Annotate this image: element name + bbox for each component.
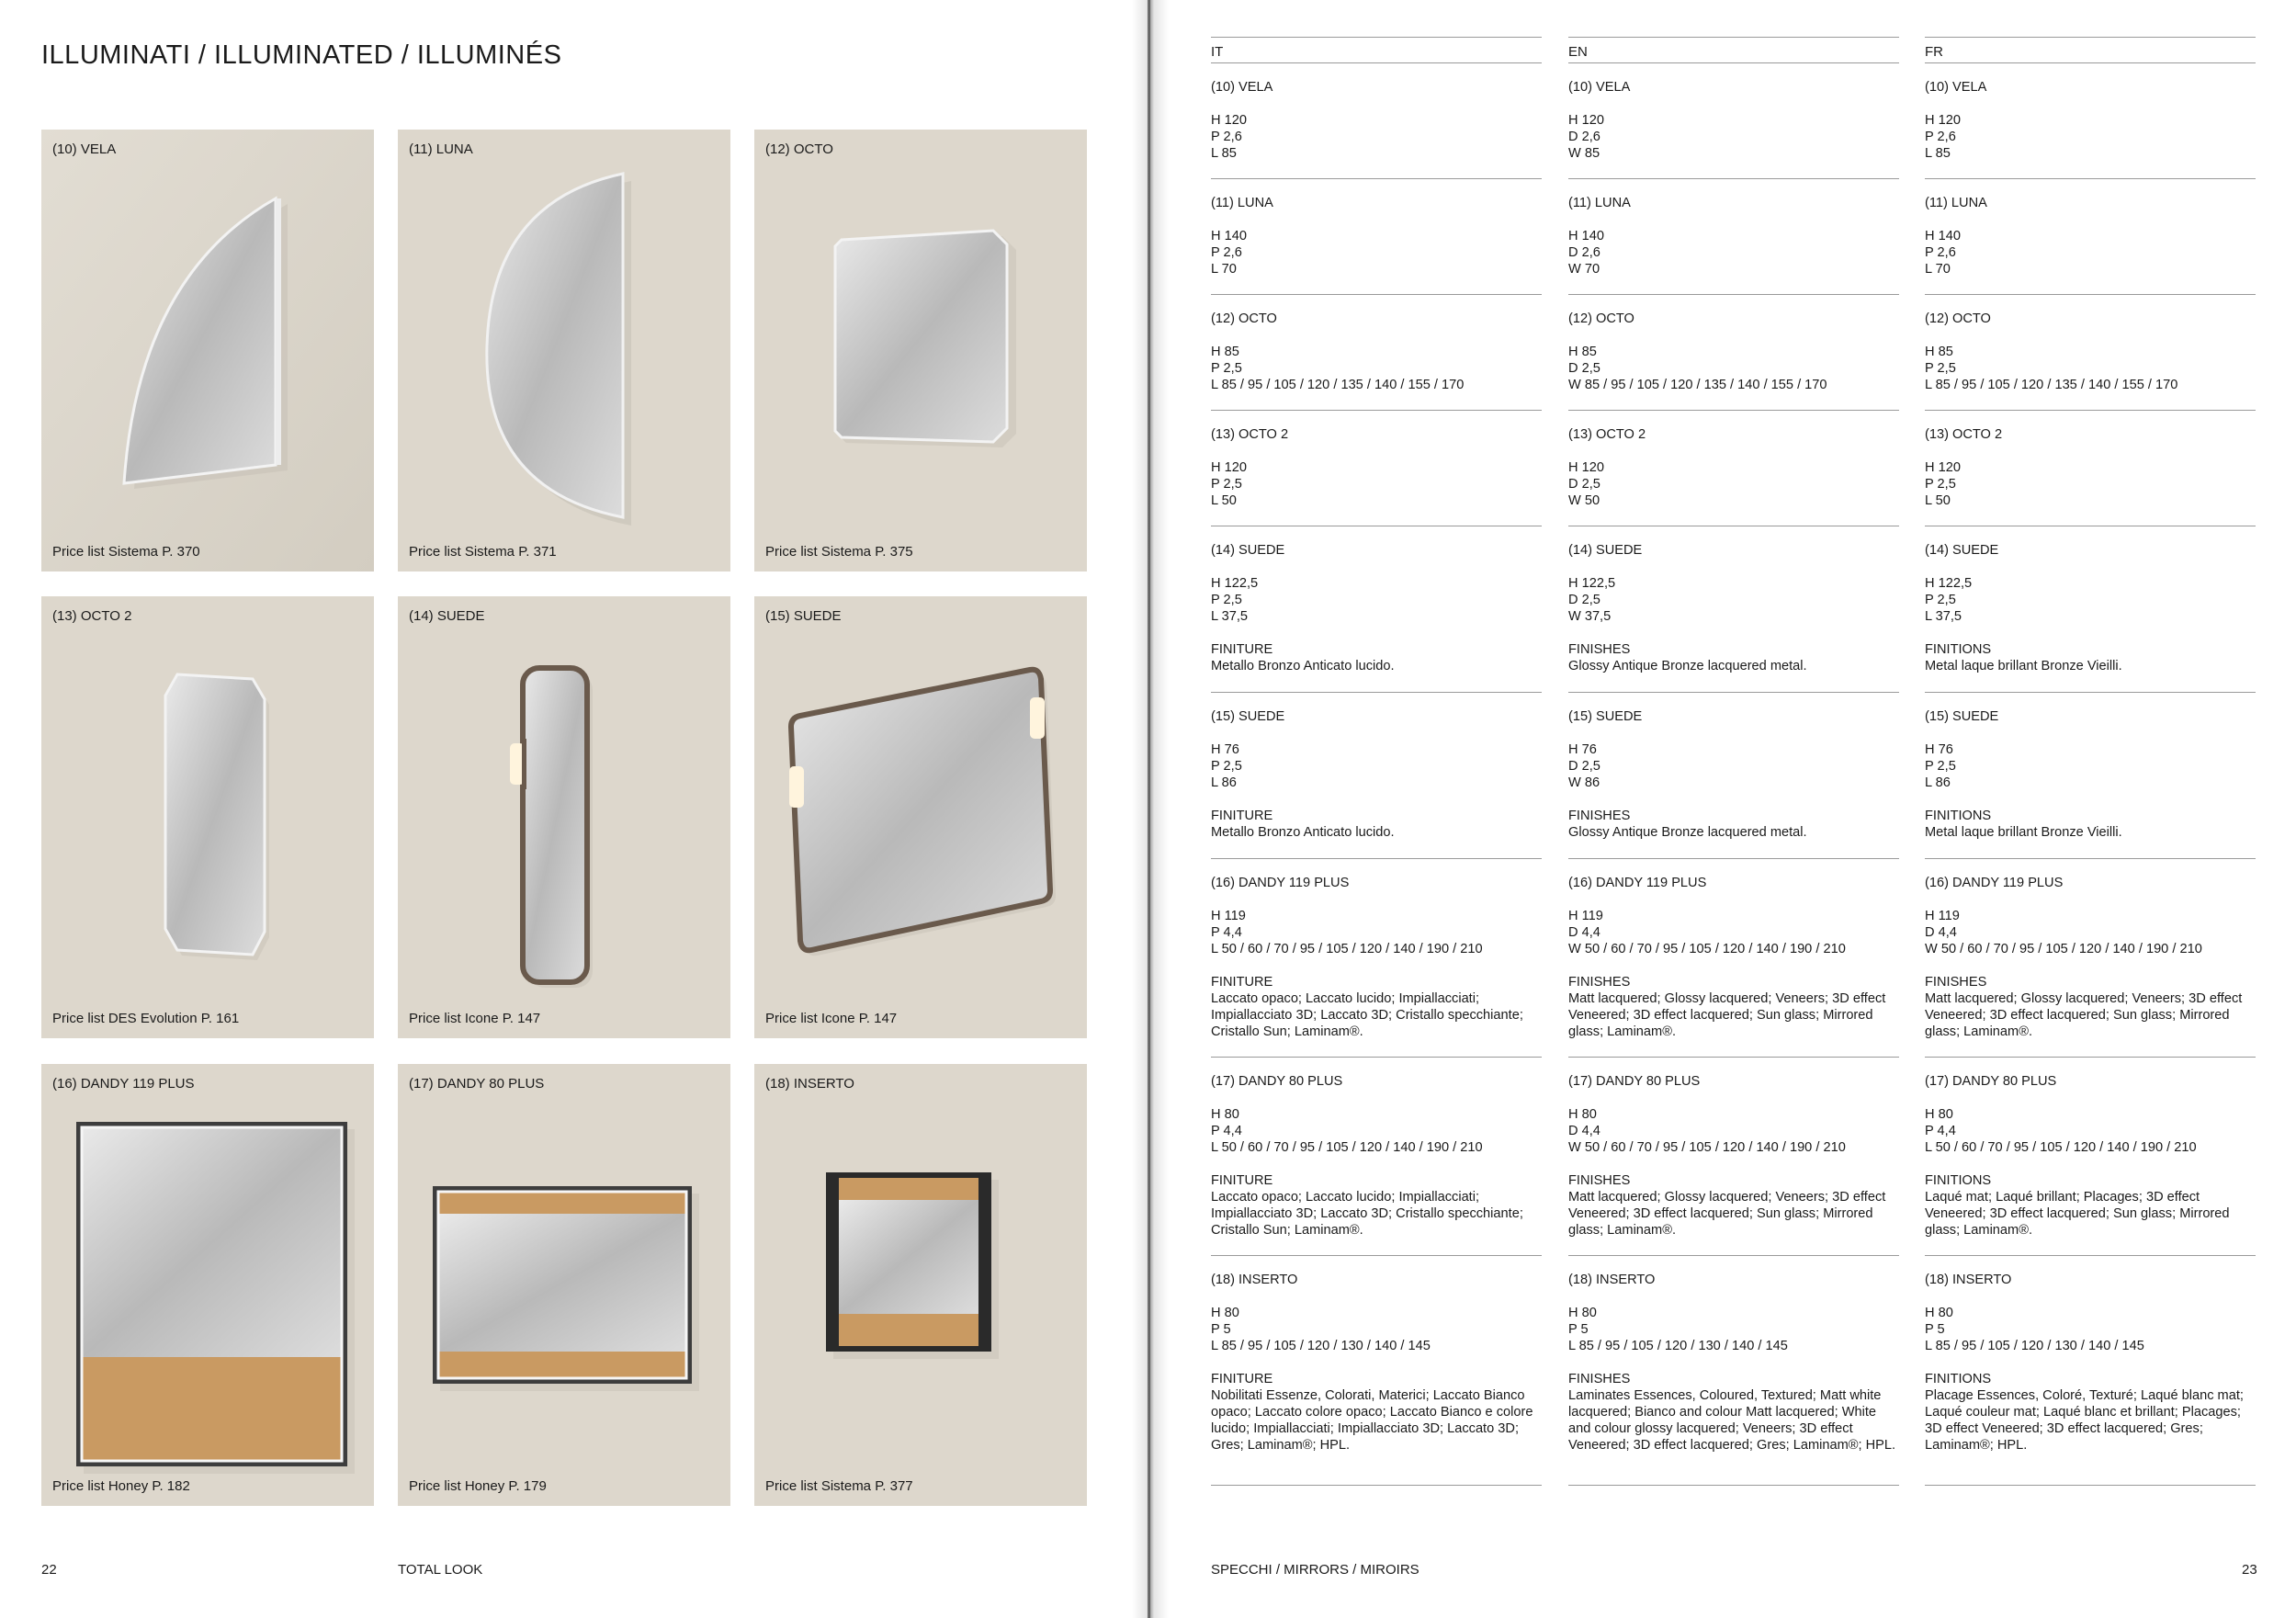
dimensions-list bbox=[1568, 228, 1899, 277]
finishes-label: FINISHES bbox=[1568, 975, 1631, 990]
dimension-line: L 70 bbox=[1211, 262, 1237, 277]
finishes-text: Laminates Essences, Coloured, Textured; Matt white lacquered; Bianco and colour Matt lacquered; White and colour glossy lacquered; Veneers; 3D effect Veneered; 3D effect lacquered; Gres; Laminam®; HPL. bbox=[1568, 1388, 1896, 1453]
spec-entry bbox=[1211, 63, 1542, 179]
dimension-line: L 70 bbox=[1925, 262, 1951, 277]
dimension-line: H 122,5 bbox=[1568, 576, 1616, 591]
spec-entry-name: (15) SUEDE bbox=[1925, 709, 1999, 724]
spec-entry-name: (12) OCTO bbox=[1211, 311, 1277, 326]
spec-entry-name: (16) DANDY 119 PLUS bbox=[1925, 876, 2064, 890]
price-list-reference: Price list Sistema P. 370 bbox=[52, 544, 200, 560]
dimension-line: H 80 bbox=[1925, 1107, 1953, 1122]
dimension-line: L 86 bbox=[1925, 775, 1951, 790]
finishes-text: Matt lacquered; Glossy lacquered; Veneers; 3D effect Veneered; 3D effect lacquered; Sun glass; Mirrored glass; Laminam®. bbox=[1568, 1190, 1886, 1238]
finishes-label: FINITIONS bbox=[1925, 809, 1992, 823]
dimension-line: H 76 bbox=[1211, 742, 1239, 757]
spec-entry bbox=[1925, 179, 2256, 295]
spec-entry bbox=[1568, 526, 1899, 693]
dimension-line: P 2,5 bbox=[1925, 361, 1956, 376]
dimension-line: H 120 bbox=[1925, 113, 1961, 128]
spec-entry bbox=[1211, 179, 1542, 295]
spec-entry bbox=[1925, 693, 2256, 859]
product-name: (17) DANDY 80 PLUS bbox=[409, 1076, 545, 1092]
dimension-line: H 120 bbox=[1211, 460, 1247, 475]
finishes-text: Metallo Bronzo Anticato lucido. bbox=[1211, 659, 1395, 673]
column-language-header: EN bbox=[1568, 37, 1899, 63]
spec-entry bbox=[1211, 295, 1542, 411]
spec-entry-name: (13) OCTO 2 bbox=[1925, 427, 2003, 442]
spec-entry bbox=[1925, 526, 2256, 693]
column-language-header: FR bbox=[1925, 37, 2256, 63]
dimension-line: L 85 / 95 / 105 / 120 / 130 / 140 / 145 bbox=[1925, 1339, 2144, 1353]
dimension-line: H 119 bbox=[1568, 909, 1603, 923]
dimension-line: W 50 / 60 / 70 / 95 / 105 / 120 / 140 / 190 / 210 bbox=[1568, 942, 1846, 956]
price-list-reference: Price list Icone P. 147 bbox=[409, 1011, 541, 1026]
spec-column-it bbox=[1211, 37, 1542, 1486]
finishes-label: FINITIONS bbox=[1925, 1372, 1992, 1386]
dimension-line: P 2,5 bbox=[1925, 593, 1956, 607]
left-footer-section: TOTAL LOOK bbox=[398, 1562, 483, 1578]
dimension-line: L 50 / 60 / 70 / 95 / 105 / 120 / 140 / 190 / 210 bbox=[1211, 942, 1483, 956]
finishes-text: Placage Essences, Coloré, Texturé; Laqué blanc mat; Laqué couleur mat; Laqué blanc et brillant; Placages; 3D effect Veneered; 3D effect lacquered; Gres; Laminam®; HPL. bbox=[1925, 1388, 2244, 1453]
dimension-line: P 4,4 bbox=[1925, 1124, 1956, 1138]
finishes-text: Laccato opaco; Laccato lucido; Impiallacciati; Impiallacciato 3D; Laccato 3D; Cristallo specchiante; Cristallo Sun; Laminam®. bbox=[1211, 991, 1523, 1039]
product-name: (13) OCTO 2 bbox=[52, 608, 132, 624]
spec-entry-name: (13) OCTO 2 bbox=[1568, 427, 1646, 442]
dimension-line: W 85 / 95 / 105 / 120 / 135 / 140 / 155 / 170 bbox=[1568, 378, 1827, 392]
dimensions-list bbox=[1925, 575, 2256, 625]
dimension-line: W 50 / 60 / 70 / 95 / 105 / 120 / 140 / 190 / 210 bbox=[1568, 1140, 1846, 1155]
spec-entry-name: (11) LUNA bbox=[1925, 196, 1987, 210]
finishes-text: Metal laque brillant Bronze Vieilli. bbox=[1925, 659, 2122, 673]
finishes-label: FINITURE bbox=[1211, 1372, 1273, 1386]
page-heading: ILLUMINATI / ILLUMINATED / ILLUMINÉS bbox=[41, 40, 562, 70]
dimensions-list bbox=[1568, 1305, 1899, 1354]
octo-2-mirror-image bbox=[41, 596, 374, 1038]
dimension-line: D 2,5 bbox=[1568, 361, 1600, 376]
dimension-line: W 50 / 60 / 70 / 95 / 105 / 120 / 140 / 190 / 210 bbox=[1925, 942, 2202, 956]
finishes-label: FINITIONS bbox=[1925, 642, 1992, 657]
column-language-header: IT bbox=[1211, 37, 1542, 63]
product-card-octo bbox=[754, 130, 1087, 571]
dimension-line: D 2,6 bbox=[1568, 245, 1600, 260]
product-name: (10) VELA bbox=[52, 141, 117, 157]
dimension-line: H 80 bbox=[1568, 1306, 1597, 1320]
finishes-label: FINISHES bbox=[1568, 1173, 1631, 1188]
spec-entry-name: (14) SUEDE bbox=[1568, 543, 1643, 558]
dimension-line: P 4,4 bbox=[1211, 1124, 1242, 1138]
finishes-label: FINISHES bbox=[1568, 809, 1631, 823]
dimension-line: H 80 bbox=[1568, 1107, 1597, 1122]
right-page-number: 23 bbox=[2242, 1562, 2257, 1578]
spec-entry bbox=[1925, 859, 2256, 1058]
dimension-line: H 85 bbox=[1211, 345, 1239, 359]
dandy-80-plus-mirror-image bbox=[398, 1064, 730, 1506]
dimension-line: P 2,6 bbox=[1211, 130, 1242, 144]
finishes-text: Laqué mat; Laqué brillant; Placages; 3D effect Veneered; 3D effect lacquered; Sun glass; Mirrored glass; Laminam®. bbox=[1925, 1190, 2230, 1238]
product-name: (15) SUEDE bbox=[765, 608, 842, 624]
price-list-reference: Price list Sistema P. 377 bbox=[765, 1478, 913, 1494]
dimension-line: P 5 bbox=[1925, 1322, 1945, 1337]
product-card-inserto bbox=[754, 1064, 1087, 1506]
product-card-octo-2 bbox=[41, 596, 374, 1038]
product-name: (18) INSERTO bbox=[765, 1076, 854, 1092]
spec-entry bbox=[1211, 411, 1542, 526]
right-page bbox=[1150, 0, 2296, 1618]
dimension-line: H 122,5 bbox=[1211, 576, 1259, 591]
product-card-suede-14 bbox=[398, 596, 730, 1038]
finishes-text: Glossy Antique Bronze lacquered metal. bbox=[1568, 659, 1807, 673]
left-page-number: 22 bbox=[41, 1562, 57, 1578]
spec-entry bbox=[1568, 693, 1899, 859]
finishes-label: FINITURE bbox=[1211, 809, 1273, 823]
spec-entry-name: (18) INSERTO bbox=[1925, 1273, 2012, 1287]
dimension-line: P 2,5 bbox=[1211, 593, 1242, 607]
dimensions-list bbox=[1925, 1305, 2256, 1354]
dimensions-list bbox=[1568, 112, 1899, 162]
spec-entry bbox=[1925, 1256, 2256, 1486]
spec-entry-name: (13) OCTO 2 bbox=[1211, 427, 1289, 442]
dimensions-list bbox=[1211, 575, 1542, 625]
finishes-text: Laccato opaco; Laccato lucido; Impiallacciati; Impiallacciato 3D; Laccato 3D; Cristallo specchiante; Cristallo Sun; Laminam®. bbox=[1211, 1190, 1523, 1238]
spec-entry bbox=[1568, 295, 1899, 411]
spec-entry-name: (16) DANDY 119 PLUS bbox=[1211, 876, 1350, 890]
finishes-text: Nobilitati Essenze, Colorati, Materici; Laccato Bianco opaco; Laccato colore opaco; Laccato Bianco e colore lucido; Impiallacciati; Impiallacciato 3D; Laccato 3D; Gres; Laminam®; HPL. bbox=[1211, 1388, 1533, 1453]
suede-14-mirror-image bbox=[398, 596, 730, 1038]
spec-entry-name: (10) VELA bbox=[1211, 80, 1273, 95]
spec-entry bbox=[1568, 859, 1899, 1058]
dimensions-list bbox=[1211, 459, 1542, 509]
finishes-text: Metal laque brillant Bronze Vieilli. bbox=[1925, 825, 2122, 840]
dimension-line: L 37,5 bbox=[1925, 609, 1962, 624]
finishes-label: FINITURE bbox=[1211, 1173, 1273, 1188]
dimensions-list bbox=[1568, 741, 1899, 791]
book-gutter bbox=[1132, 0, 1169, 1618]
dimensions-list bbox=[1211, 1305, 1542, 1354]
dimension-line: L 85 bbox=[1925, 146, 1951, 161]
dimensions-list bbox=[1925, 908, 2256, 957]
dimension-line: H 85 bbox=[1568, 345, 1597, 359]
product-card-suede-15 bbox=[754, 596, 1087, 1038]
spec-entry-name: (14) SUEDE bbox=[1211, 543, 1285, 558]
dimension-line: P 2,6 bbox=[1925, 130, 1956, 144]
spec-entry bbox=[1925, 63, 2256, 179]
dimension-line: P 2,5 bbox=[1211, 361, 1242, 376]
finishes-text: Matt lacquered; Glossy lacquered; Veneers; 3D effect Veneered; 3D effect lacquered; Sun glass; Mirrored glass; Laminam®. bbox=[1568, 991, 1886, 1039]
finishes-label: FINITURE bbox=[1211, 642, 1273, 657]
dimension-line: P 2,5 bbox=[1211, 759, 1242, 774]
dimension-line: H 120 bbox=[1568, 113, 1604, 128]
dimension-line: D 2,6 bbox=[1568, 130, 1600, 144]
price-list-reference: Price list Sistema P. 375 bbox=[765, 544, 913, 560]
spec-column-fr bbox=[1925, 37, 2256, 1486]
inserto-mirror-image bbox=[754, 1064, 1087, 1506]
spec-entry-name: (11) LUNA bbox=[1211, 196, 1273, 210]
dimension-line: P 2,5 bbox=[1211, 477, 1242, 492]
spec-entry-name: (17) DANDY 80 PLUS bbox=[1568, 1074, 1701, 1089]
dimension-line: L 86 bbox=[1211, 775, 1237, 790]
spec-entry bbox=[1925, 295, 2256, 411]
product-card-luna bbox=[398, 130, 730, 571]
spec-entry bbox=[1925, 1058, 2256, 1256]
spec-entry bbox=[1568, 63, 1899, 179]
dimension-line: P 2,5 bbox=[1925, 759, 1956, 774]
product-card-vela bbox=[41, 130, 374, 571]
price-list-reference: Price list DES Evolution P. 161 bbox=[52, 1011, 240, 1026]
dimension-line: P 2,6 bbox=[1211, 245, 1242, 260]
dimension-line: H 140 bbox=[1211, 229, 1247, 243]
dimensions-list bbox=[1925, 741, 2256, 791]
dimensions-list bbox=[1568, 575, 1899, 625]
octo-mirror-image bbox=[754, 130, 1087, 571]
price-list-reference: Price list Sistema P. 371 bbox=[409, 544, 557, 560]
dimension-line: H 119 bbox=[1925, 909, 1960, 923]
dimension-line: L 85 / 95 / 105 / 120 / 135 / 140 / 155 / 170 bbox=[1925, 378, 2178, 392]
dimensions-list bbox=[1211, 344, 1542, 393]
dimensions-list bbox=[1925, 459, 2256, 509]
product-card-dandy-80-plus bbox=[398, 1064, 730, 1506]
dimensions-list bbox=[1568, 1106, 1899, 1156]
dimension-line: P 5 bbox=[1211, 1322, 1231, 1337]
dimension-line: P 2,6 bbox=[1925, 245, 1956, 260]
finishes-text: Matt lacquered; Glossy lacquered; Veneers; 3D effect Veneered; 3D effect lacquered; Sun glass; Mirrored glass; Laminam®. bbox=[1925, 991, 2243, 1039]
dandy-119-plus-mirror-image bbox=[41, 1064, 374, 1506]
spec-entry bbox=[1568, 1058, 1899, 1256]
dimension-line: D 4,4 bbox=[1568, 925, 1600, 940]
dimension-line: H 120 bbox=[1568, 460, 1604, 475]
spec-entry bbox=[1211, 693, 1542, 859]
dimensions-list bbox=[1211, 228, 1542, 277]
dimensions-list bbox=[1211, 741, 1542, 791]
dimension-line: L 37,5 bbox=[1211, 609, 1249, 624]
dimension-line: L 85 / 95 / 105 / 120 / 130 / 140 / 145 bbox=[1568, 1339, 1788, 1353]
dimensions-list bbox=[1211, 908, 1542, 957]
spec-entry-name: (17) DANDY 80 PLUS bbox=[1925, 1074, 2057, 1089]
product-name: (14) SUEDE bbox=[409, 608, 485, 624]
dimensions-list bbox=[1211, 1106, 1542, 1156]
dimension-line: L 85 bbox=[1211, 146, 1237, 161]
dimension-line: H 85 bbox=[1925, 345, 1953, 359]
finishes-text: Glossy Antique Bronze lacquered metal. bbox=[1568, 825, 1807, 840]
luna-mirror-image bbox=[398, 130, 730, 571]
spec-entry bbox=[1211, 1058, 1542, 1256]
spec-entry bbox=[1925, 411, 2256, 526]
spec-entry-name: (17) DANDY 80 PLUS bbox=[1211, 1074, 1343, 1089]
spec-entry-name: (15) SUEDE bbox=[1211, 709, 1285, 724]
spec-entry-name: (10) VELA bbox=[1925, 80, 1987, 95]
dimensions-list bbox=[1925, 1106, 2256, 1156]
dimension-line: H 120 bbox=[1925, 460, 1961, 475]
spec-entry bbox=[1568, 1256, 1899, 1486]
dimension-line: H 140 bbox=[1925, 229, 1961, 243]
dimension-line: W 86 bbox=[1568, 775, 1600, 790]
dimensions-list bbox=[1568, 344, 1899, 393]
spec-entry-name: (15) SUEDE bbox=[1568, 709, 1643, 724]
dimension-line: L 50 / 60 / 70 / 95 / 105 / 120 / 140 / 190 / 210 bbox=[1211, 1140, 1483, 1155]
dimension-line: P 2,5 bbox=[1925, 477, 1956, 492]
dimension-line: H 80 bbox=[1211, 1306, 1239, 1320]
dimension-line: H 122,5 bbox=[1925, 576, 1973, 591]
product-card-dandy-119-plus bbox=[41, 1064, 374, 1506]
dimension-line: L 50 / 60 / 70 / 95 / 105 / 120 / 140 / 190 / 210 bbox=[1925, 1140, 2197, 1155]
dimension-line: W 50 bbox=[1568, 493, 1600, 508]
finishes-label: FINISHES bbox=[1568, 642, 1631, 657]
vela-mirror-image bbox=[41, 130, 374, 571]
spec-entry-name: (12) OCTO bbox=[1568, 311, 1634, 326]
dimensions-list bbox=[1925, 344, 2256, 393]
price-list-reference: Price list Honey P. 182 bbox=[52, 1478, 190, 1494]
dimension-line: H 140 bbox=[1568, 229, 1604, 243]
product-name: (16) DANDY 119 PLUS bbox=[52, 1076, 195, 1092]
spec-entry bbox=[1568, 411, 1899, 526]
price-list-reference: Price list Honey P. 179 bbox=[409, 1478, 547, 1494]
dimension-line: P 5 bbox=[1568, 1322, 1589, 1337]
dimension-line: D 4,4 bbox=[1568, 1124, 1600, 1138]
finishes-text: Metallo Bronzo Anticato lucido. bbox=[1211, 825, 1395, 840]
finishes-label: FINITIONS bbox=[1925, 1173, 1992, 1188]
spec-entry-name: (10) VELA bbox=[1568, 80, 1631, 95]
dimension-line: P 4,4 bbox=[1211, 925, 1242, 940]
product-name: (12) OCTO bbox=[765, 141, 833, 157]
spec-entry bbox=[1211, 1256, 1542, 1486]
dimension-line: L 50 bbox=[1925, 493, 1951, 508]
dimension-line: D 2,5 bbox=[1568, 477, 1600, 492]
dimension-line: H 120 bbox=[1211, 113, 1247, 128]
dimension-line: L 50 bbox=[1211, 493, 1237, 508]
dimensions-list bbox=[1925, 228, 2256, 277]
spec-entry-name: (12) OCTO bbox=[1925, 311, 1991, 326]
dimension-line: D 2,5 bbox=[1568, 593, 1600, 607]
finishes-label: FINISHES bbox=[1568, 1372, 1631, 1386]
suede-15-mirror-image bbox=[754, 596, 1087, 1038]
dimension-line: D 4,4 bbox=[1925, 925, 1957, 940]
spec-entry-name: (16) DANDY 119 PLUS bbox=[1568, 876, 1707, 890]
dimensions-list bbox=[1925, 112, 2256, 162]
dimensions-list bbox=[1211, 112, 1542, 162]
right-footer-section: SPECCHI / MIRRORS / MIROIRS bbox=[1211, 1562, 1419, 1578]
dimension-line: W 37,5 bbox=[1568, 609, 1612, 624]
spec-entry-name: (11) LUNA bbox=[1568, 196, 1631, 210]
dimension-line: W 85 bbox=[1568, 146, 1600, 161]
spec-entry-name: (14) SUEDE bbox=[1925, 543, 1999, 558]
price-list-reference: Price list Icone P. 147 bbox=[765, 1011, 898, 1026]
dimensions-list bbox=[1568, 459, 1899, 509]
dimension-line: H 80 bbox=[1211, 1107, 1239, 1122]
finishes-label: FINITURE bbox=[1211, 975, 1273, 990]
dimension-line: D 2,5 bbox=[1568, 759, 1600, 774]
spec-entry-name: (18) INSERTO bbox=[1211, 1273, 1298, 1287]
finishes-label: FINISHES bbox=[1925, 975, 1987, 990]
spec-entry bbox=[1568, 179, 1899, 295]
dimension-line: H 80 bbox=[1925, 1306, 1953, 1320]
dimension-line: W 70 bbox=[1568, 262, 1600, 277]
spec-entry bbox=[1211, 526, 1542, 693]
spec-entry-name: (18) INSERTO bbox=[1568, 1273, 1656, 1287]
dimension-line: L 85 / 95 / 105 / 120 / 135 / 140 / 155 / 170 bbox=[1211, 378, 1465, 392]
dimension-line: H 76 bbox=[1568, 742, 1597, 757]
spec-entry bbox=[1211, 859, 1542, 1058]
spec-column-en bbox=[1568, 37, 1899, 1486]
dimension-line: L 85 / 95 / 105 / 120 / 130 / 140 / 145 bbox=[1211, 1339, 1431, 1353]
product-name: (11) LUNA bbox=[409, 141, 473, 157]
dimension-line: H 119 bbox=[1211, 909, 1246, 923]
dimensions-list bbox=[1568, 908, 1899, 957]
dimension-line: H 76 bbox=[1925, 742, 1953, 757]
